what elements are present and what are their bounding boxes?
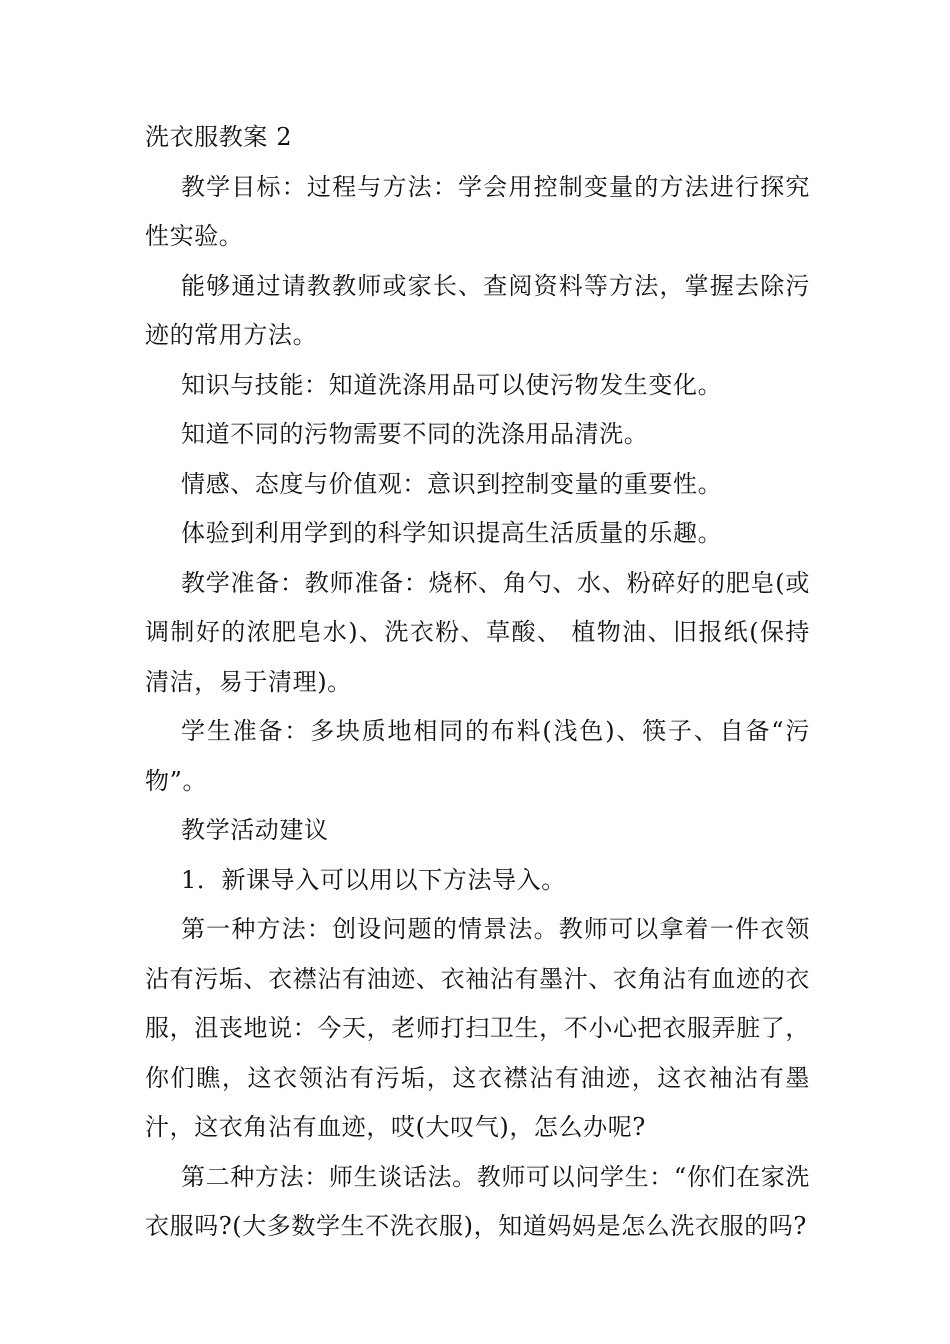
paragraph-activity-heading: 教学活动建议 bbox=[181, 816, 329, 844]
paragraph-student-preparation: 学生准备：多块质地相同的布料(浅色)、筷子、自备“污物”。 bbox=[145, 717, 810, 795]
paragraph-experience: 体验到利用学到的科学知识提高生活质量的乐趣。 bbox=[181, 519, 723, 547]
document-body bbox=[145, 113, 810, 1252]
paragraph-lesson-intro: 1．新课导入可以用以下方法导入。 bbox=[181, 865, 566, 894]
paragraph-attitude: 情感、态度与价值观：意识到控制变量的重要性。 bbox=[181, 469, 723, 498]
paragraph-objectives: 教学目标：过程与方法：学会用控制变量的方法进行探究性实验。 bbox=[145, 172, 810, 250]
paragraph-method-one: 第一种方法：创设问题的情景法。教师可以拿着一件衣领沾有污垢、衣襟沾有油迹、衣袖沾有墨汁、衣角沾有血迹的衣服，沮丧地说：今天，老师打扫卫生，不小心把衣服弄脏了，你们瞧，这衣领沾有污垢，这衣襟沾有油迹，这衣袖沾有墨汁，这衣角沾有血迹，哎(大叹气)，怎么办呢? bbox=[145, 915, 810, 1141]
paragraph-methods: 能够通过请教教师或家长、查阅资料等方法，掌握去除污迹的常用方法。 bbox=[145, 271, 810, 349]
paragraph-knowledge-skills: 知识与技能：知道洗涤用品可以使污物发生变化。 bbox=[181, 370, 723, 399]
paragraph-knowledge-detail: 知道不同的污物需要不同的洗涤用品清洗。 bbox=[181, 420, 649, 448]
document-title: 洗衣服教案 2 bbox=[145, 123, 293, 151]
paragraph-teacher-preparation: 教学准备：教师准备：烧杯、角勺、水、粉碎好的肥皂(或调制好的浓肥皂水)、洗衣粉、草酸、 植物油、旧报纸(保持清洁，易于清理)。 bbox=[145, 568, 810, 696]
paragraph-method-two: 第二种方法：师生谈话法。教师可以问学生：“你们在家洗衣服吗?(大多数学生不洗衣服)，知道妈妈是怎么洗衣服的吗? bbox=[145, 1162, 810, 1240]
